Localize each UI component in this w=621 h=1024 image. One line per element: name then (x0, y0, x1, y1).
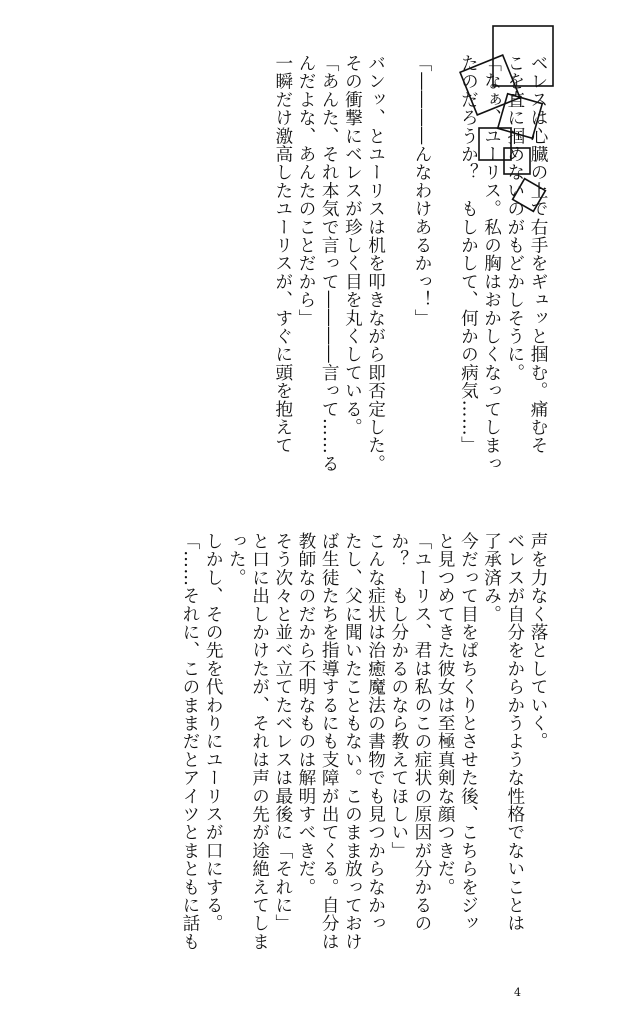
text-line: 「ユーリス、君は私のこの症状の原因が分かるの (411, 532, 432, 933)
text-line: か？ もし分かるのなら教えてほしい」 (388, 532, 409, 860)
text-block-upper (271, 54, 549, 494)
text-line: 今だって目をぱちくりとさせた後、こちらをジッ (458, 532, 479, 933)
blank-line (387, 54, 410, 494)
text-line: んだよな、あんたのことだから」 (296, 54, 316, 327)
text-line: バンッ、とユーリスは机を叩きながら即否定した。 (365, 54, 386, 473)
blank-line (433, 54, 456, 494)
text-line: ベレスは心臓の上で右手をギュッと掴む。痛むそ (528, 54, 548, 455)
text-line: 一瞬だけ激高したユーリスが、すぐに頭を抱えて (272, 54, 293, 455)
text-line: こを直に掴めないのがもどかしそうに。 (504, 54, 525, 382)
text-line: しかし、その先を代わりにユーリスが口にする。 (203, 532, 224, 933)
text-line: 「――――んなわけあるかっ！」 (412, 54, 432, 327)
text-line: 「あんた、それ本気で言って――――言って……る (319, 54, 340, 473)
text-line: その衝撃にベレスが珍しく目を丸くしている。 (342, 54, 363, 437)
text-line: った。 (226, 532, 247, 587)
text-line: ば生徒たちを指導するにも支障が出てくる。自分は (319, 532, 340, 951)
text-line: 声を力なく落としていく。 (528, 532, 548, 751)
page-number: 4 (514, 986, 521, 999)
text-line: ベレスが自分をからかうような性格でないことは (504, 532, 525, 933)
text-line: と口に出しかけたが、それは声の先が途絶えてしま (249, 532, 270, 951)
text-line: 「……それに、このままだとアイツとまともに話も (179, 532, 200, 951)
text-line: たのだろうか？ もしかして、何かの病気……」 (458, 54, 479, 455)
text-line: そう次々と並べ立てたベレスは最後に「それに」 (272, 532, 293, 933)
text-line: たし、父に聞いたこともない。このまま放っておけ (342, 532, 363, 951)
text-line: 教師なのだから不明なものは解明すべきだ。 (295, 532, 316, 896)
text-line: と見つめてきた彼女は至極真剣な顔つきだ。 (435, 532, 456, 896)
text-line: 了承済み。 (481, 532, 502, 623)
text-block-lower (178, 532, 549, 978)
text-line: こんな症状は治癒魔法の書物でも見つからなかっ (365, 532, 386, 933)
text-line: 「なぁ、ユーリス。私の胸はおかしくなってしまっ (481, 54, 502, 473)
